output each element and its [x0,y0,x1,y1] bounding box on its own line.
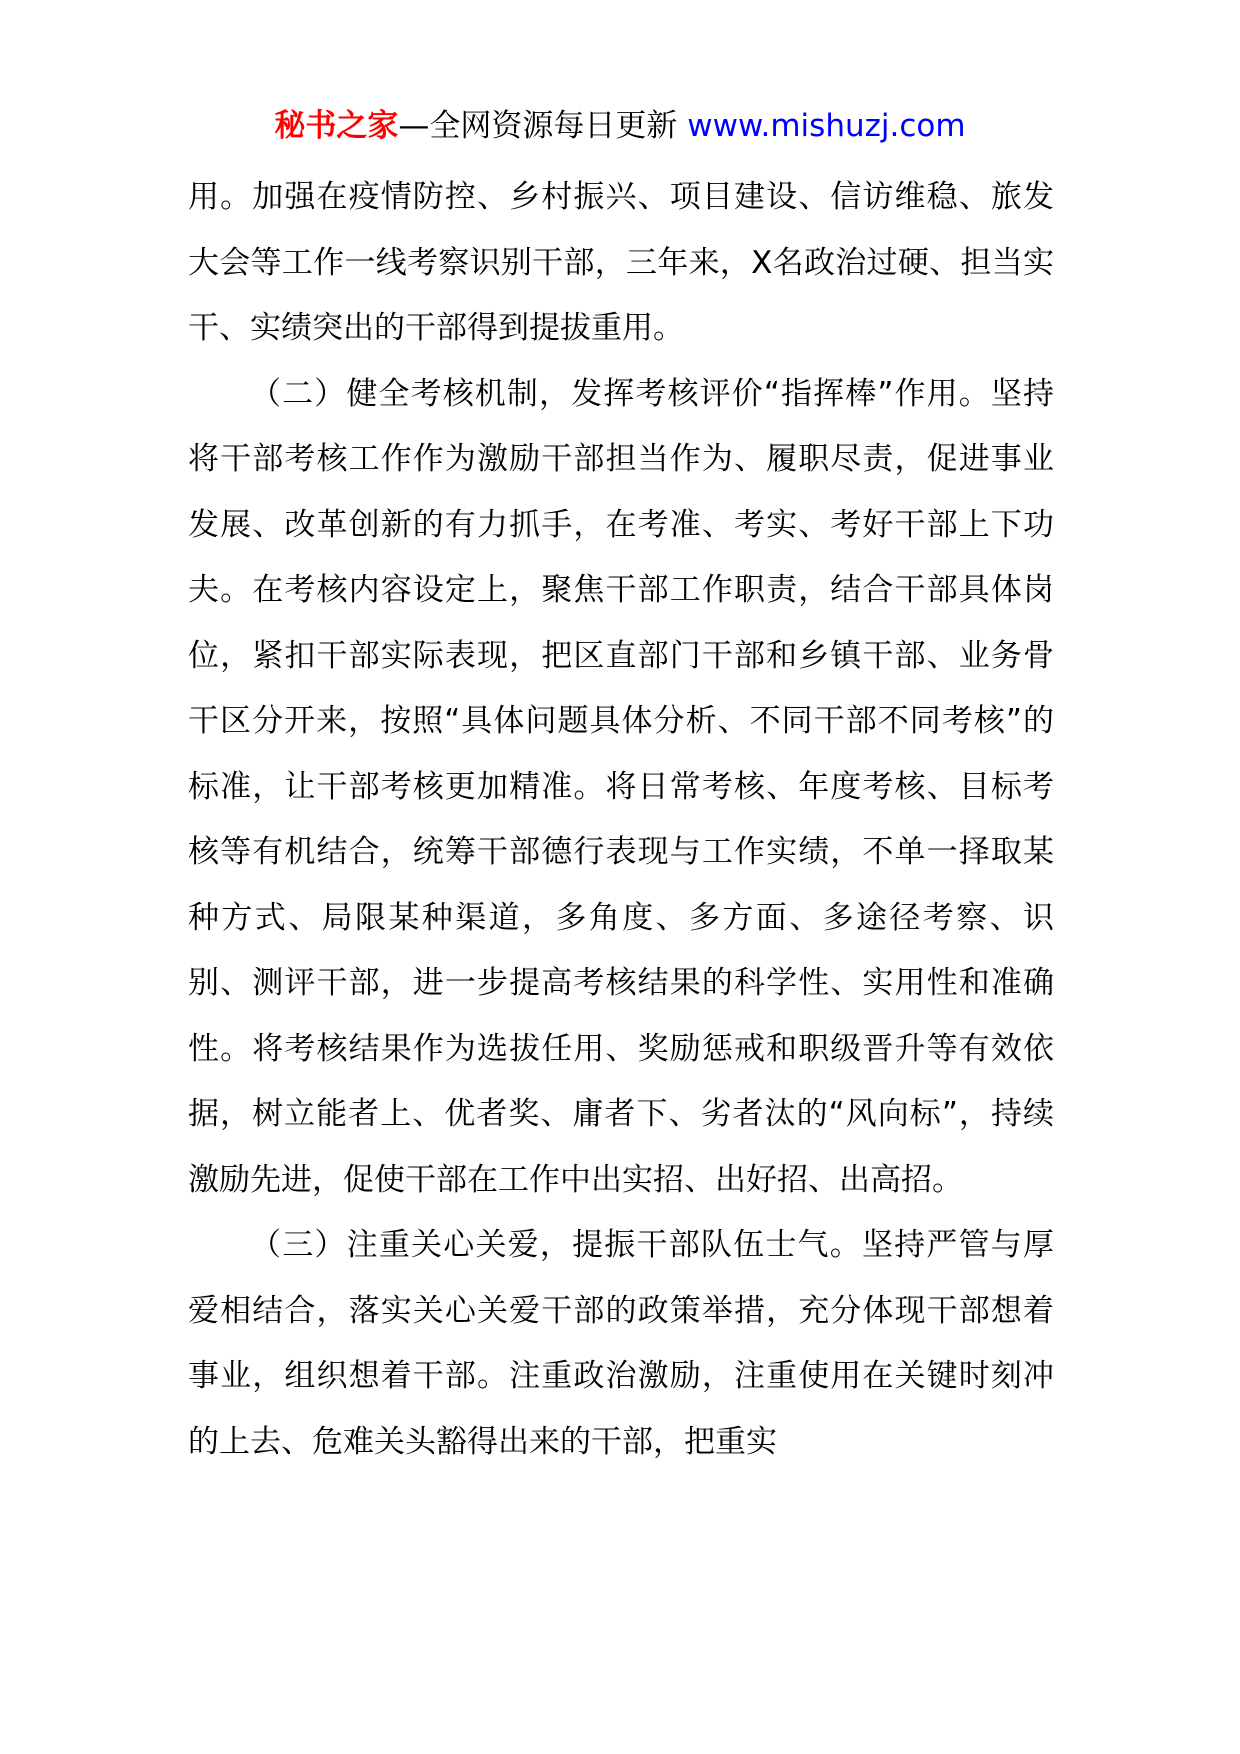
header-tagline: —全网资源每日更新 [398,108,678,144]
paragraph-section-3: （三）注重关心关爱，提振干部队伍士气。坚持严管与厚爱相结合，落实关心关爱干部的政策举措，充分体现干部想着事业，组织想着干部。注重政治激励，注重使用在关键时刻冲的上去、危难关头豁得出来的干部，把重实 [188,1227,1054,1460]
document-body [188,165,1054,1475]
site-url-link[interactable]: www.mishuzj.com [687,108,966,144]
paragraph-continued: 用。加强在疫情防控、乡村振兴、项目建设、信访维稳、旅发大会等工作一线考察识别干部，三年来，X名政治过硬、担当实干、实绩突出的干部得到提拔重用。 [188,179,1054,346]
brand-name: 秘书之家 [274,108,399,144]
page-header [0,104,1240,148]
paragraph-section-2: （二）健全考核机制，发挥考核评价“指挥棒”作用。坚持将干部考核工作作为激励干部担当作为、履职尽责，促进事业发展、改革创新的有力抓手，在考准、考实、考好干部上下功夫。在考核内容设定上，聚焦干部工作职责，结合干部具体岗位，紧扣干部实际表现，把区直部门干部和乡镇干部、业务骨干区分开来，按照“具体问题具体分析、不同干部不同考核”的标准，让干部考核更加精准。将日常考核、年度考核、目标考核等有机结合，统筹干部德行表现与工作实绩，不单一择取某种方式、局限某种渠道，多角度、多方面、多途径考察、识别、测评干部，进一步提高考核结果的科学性、实用性和准确性。将考核结果作为选拔任用、奖励惩戒和职级晋升等有效依据，树立能者上、优者奖、庸者下、劣者汰的“风向标”，持续激励先进，促使干部在工作中出实招、出好招、出高招。 [188,375,1054,1198]
